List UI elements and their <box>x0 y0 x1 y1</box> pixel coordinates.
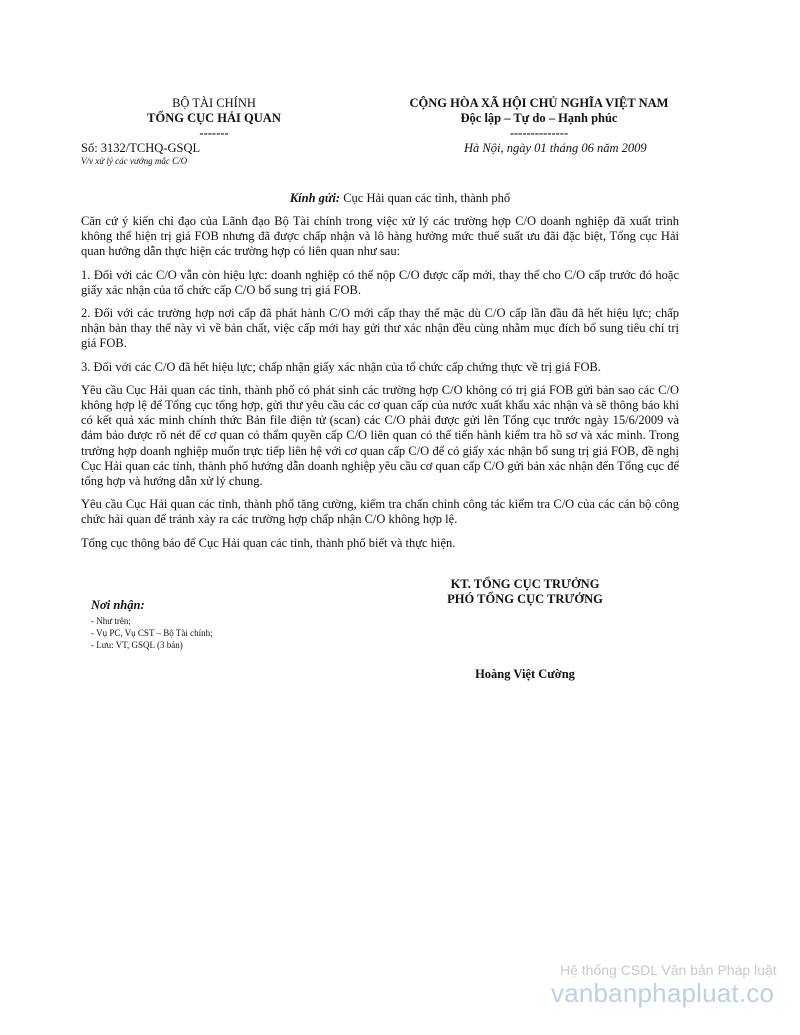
document-subject: V/v xử lý các vướng mắc C/O <box>81 156 188 166</box>
document-number: Số: 3132/TCHQ-GSQL <box>81 141 201 155</box>
signer-name: Hoàng Việt Cường <box>475 667 575 681</box>
salutation-label: Kính gửi: <box>289 191 341 205</box>
ministry-name: BỘ TÀI CHÍNH <box>172 96 256 110</box>
recipient-item: - Như trên; <box>91 616 131 626</box>
watermark-line-2: vanbanphapluat.co <box>551 978 775 1008</box>
recipient-item: - Lưu: VT, GSQL (3 bản) <box>91 640 183 650</box>
recipients-block <box>91 598 213 651</box>
body-paragraph: Căn cứ ý kiến chỉ đạo của Lãnh đạo Bộ Tài chính trong việc xử lý các trường hợp C/O doanh nghiệp đã xuất trình không thể hiện trị giá FOB nhưng đã được chấp nhận và lô hàng hưởng mức thuế suất ưu đãi đặc biệt, Tổng cục Hải quan hướng dẫn thực hiện các trường hợp có liên quan như sau: <box>81 214 679 259</box>
signature-block <box>400 577 650 607</box>
body-paragraph: Yêu cầu Cục Hải quan các tỉnh, thành phố tăng cường, kiểm tra chấn chỉnh công tác kiểm tra C/O của các cán bộ công chức hải quan để tránh xảy ra các trường hợp chấp nhận C/O không hợp lệ. <box>81 497 679 527</box>
document-date: Hà Nội, ngày 01 tháng 06 năm 2009 <box>464 141 647 155</box>
salutation <box>0 191 800 206</box>
country-name: CỘNG HÒA XÃ HỘI CHỦ NGHĨA VIỆT NAM <box>409 96 669 110</box>
recipients-list <box>91 615 213 651</box>
signature-title-2: PHÓ TỔNG CỤC TRƯỞNG <box>447 592 603 606</box>
agency-rule: ------- <box>199 126 229 140</box>
issuer-header <box>86 96 342 141</box>
document-body <box>81 214 679 559</box>
signature-title-1: KT. TỔNG CỤC TRƯỞNG <box>450 577 600 591</box>
body-paragraph: Yêu cầu Cục Hải quan các tỉnh, thành phố có phát sinh các trường hợp C/O không có trị giá FOB gửi bản sao các C/O không hợp lệ để Tổng cục tổng hợp, gửi thư yêu cầu các cơ quan cấp của nước xuất khẩu xác nhận và sẽ thông báo khi có kết quả xác minh chính thức Bản file điện tử (scan) các C/O phải được gửi lên Tổng cục trước ngày 15/6/2009 và đảm bảo được rõ nét để cơ quan có thẩm quyền cấp C/O liên quan có thể tiến hành kiểm tra hồ sơ và xác minh. Trong trường hợp doanh nghiệp muốn trực tiếp liên hệ với cơ quan cấp C/O để có giấy xác nhận bổ sung trị giá FOB, đề nghị Cục Hải quan các tỉnh, thành phố hướng dẫn doanh nghiệp yêu cầu cơ quan cấp C/O gửi bản xác nhận đến Tổng cục để tổng hợp và hướng dẫn xử lý chung. <box>81 382 679 489</box>
salutation-recipient: Cục Hải quan các tỉnh, thành phố <box>340 191 511 205</box>
recipient-item: - Vụ PC, Vụ CST – Bộ Tài chính; <box>91 628 213 638</box>
body-paragraph: 2. Đối với các trường hợp nơi cấp đã phát hành C/O mới cấp thay thế mặc dù C/O cấp lần đầu đã hết hiệu lực; chấp nhận bản thay thế này vì về bản chất, việc cấp mới hay gửi thư xác nhận đều cùng nhằm mục đích bổ sung tiêu chí trị giá FOB. <box>81 306 679 351</box>
agency-name: TỔNG CỤC HẢI QUAN <box>147 111 281 125</box>
recipients-title: Nơi nhận: <box>91 598 145 612</box>
national-motto: Độc lập – Tự do – Hạnh phúc <box>460 111 618 125</box>
body-paragraph: 3. Đối với các C/O đã hết hiệu lực; chấp nhận giấy xác nhận của tổ chức cấp chứng thực về trị giá FOB. <box>81 359 602 374</box>
body-paragraph: 1. Đối với các C/O vẫn còn hiệu lực: doanh nghiệp có thể nộp C/O được cấp mới, thay thế cho C/O cấp trước đó hoặc giấy xác nhận của tổ chức cấp C/O bổ sung trị giá FOB. <box>81 267 679 297</box>
body-paragraph: Tổng cục thông báo để Cục Hải quan các tỉnh, thành phố biết và thực hiện. <box>81 535 456 550</box>
motto-rule: -------------- <box>509 126 569 140</box>
watermark-line-1: Hệ thống CSDL Văn bản Pháp luật <box>560 962 777 978</box>
national-header <box>358 96 720 141</box>
